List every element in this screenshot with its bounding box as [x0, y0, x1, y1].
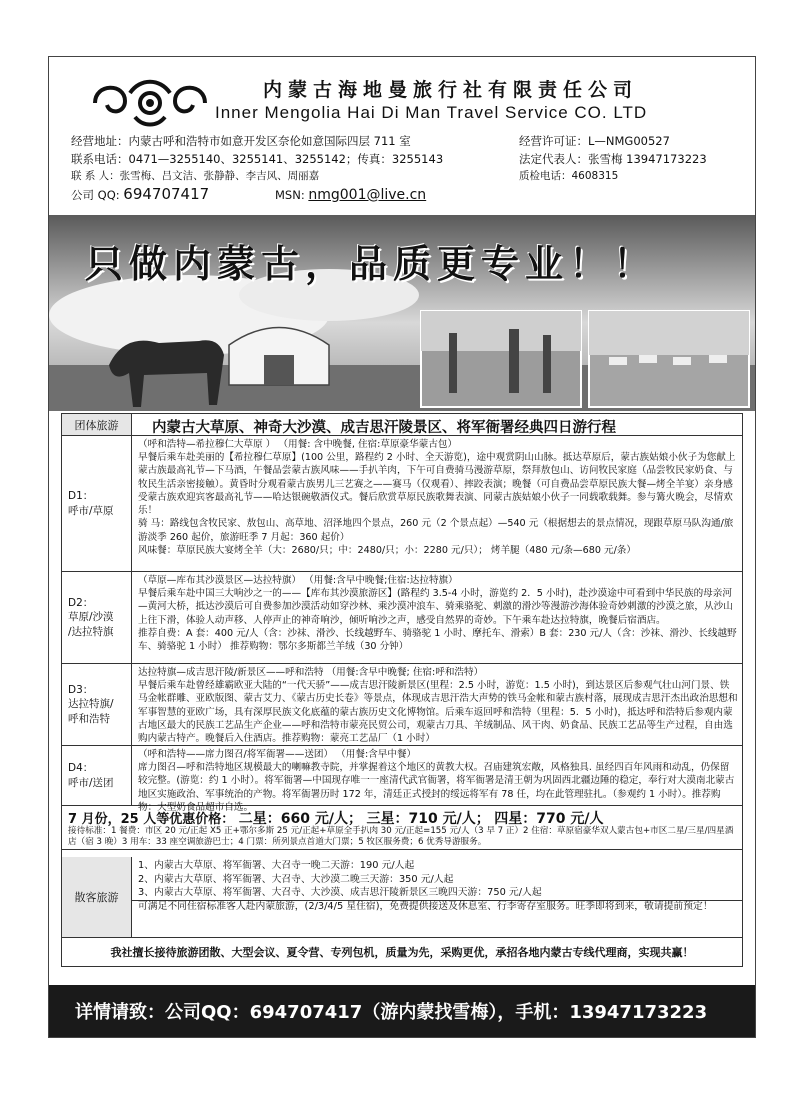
qq-label: 公司 QQ:	[71, 188, 120, 202]
day-row-2	[62, 572, 742, 664]
banner-slogan: 只做内蒙古，品质更专业！！	[85, 241, 658, 286]
day-description	[138, 438, 738, 557]
day-detail: 席力图召—呼和浩特地区规模最大的喇嘛教寺院，并掌握着这个地区的黄教大权。召庙建筑宏敞，风格独具. 虽经四百年风雨和动乱，仍保留较完整。(游览：约 1 小时）。将军衙署—中国现存唯一一座清代武官衙署，将军衙署是清王朝为巩固西北疆边陲的稳定，奉行对大漠南北蒙古地区实施政治、军事统治的产物。将军衙署历时 172 年，清廷正式授封的绥远将军有 78 任，均在此管理驻扎。（参观约 1 小时）。推荐购物：大型奶食品超市自选。	[138, 762, 735, 813]
company-name-cn: 内蒙古海地曼旅行社有限责任公司	[263, 79, 639, 101]
business-license: 经营许可证：L—NMG00527	[519, 134, 670, 148]
day-label: D3： 达拉特旗/ 呼和浩特	[62, 664, 132, 745]
list-item: 1、内蒙古大草原、将军衙署、大召寺一晚二天游：190 元/人起	[138, 860, 415, 871]
group-tour-tag: 团体旅游	[62, 414, 132, 435]
day-label: D4： 呼市/送团	[62, 746, 132, 805]
day-detail: 早餐后乘车赴曾经雄霸欧亚大陆的“一代天骄”——成吉思汗陵新景区(里程：2.5 小时，游览：1.5 小时)，到达景区后参观气壮山河门景、铁马金帐群雕、亚欧版图、蒙古艾力、《蒙古历史长卷》等景点，体现成吉思汗浩大声势的铁马金帐和蒙古族村落，展现成吉思汗杰出政治思想和军事智慧的亚欧广场，具有深厚民族文化底蕴的蒙古族历史文化博物馆。后乘车返回呼和浩特（里程：5．5 小时)，抵达呼和浩特后参观内蒙古地区最大的民族工艺品生产企业——呼和浩特市蒙亮民贸公司，观蒙古刀具、羊绒制品、风干肉、奶食品、民族工艺品等生产过程，自由选购内蒙古特产。晚餐后入住酒店。推荐购物：蒙亮工艺品厂（1 小时）	[138, 680, 738, 745]
list-item: 可满足不同住宿标准客人赴内蒙旅游，(2/3/4/5 星住宿)，免费提供接送及休息室、行李寄存室服务。旺季即将到来，敬请提前预定！	[138, 900, 713, 912]
flyer-sheet	[48, 56, 756, 1038]
reception-standards: 接待标准：1 餐费：市区 20 元/正起 X5 正+鄂尔多斯 25 元/正起+草原全手扒肉 30 元/正起=155 元/人（3 早 7 正）2 住宿：草原宿豪华双人蒙古包+市区二星/三星/四星酒店（宿 3 晚）3 用车：33 座空调旅游巴士；4 门票：所列景点首道大门票；5 牧区服务费；6 优秀导游服务。	[68, 826, 734, 848]
price-row	[62, 806, 742, 850]
scattered-tour-table	[61, 857, 743, 967]
day-optional: 推荐自费：A 套：400 元/人（含：沙袜、滑沙、长线越野车、骑骆驼 1 小时、摩托车、滑索）B 套：230 元/人（含：沙袜、滑沙、长线越野车、骑骆驼 1 小时） 推荐购物：鄂尔多斯都兰羊绒（30 分钟）	[138, 627, 737, 653]
day-description	[138, 666, 738, 745]
business-address: 经营地址：内蒙古呼和浩特市如意开发区奈伦如意国际四层 711 室	[71, 134, 411, 148]
price-month-label: 7 月份，25 人等优惠价格：	[68, 812, 235, 827]
day-route: （呼和浩特—希拉穆仁大草原 ） （用餐: 含中晚餐, 住宿:草原豪华蒙古包）	[138, 439, 458, 450]
scattered-tour-tag: 散客旅游	[62, 857, 132, 937]
legal-representative: 法定代表人：张雪梅 13947173223	[519, 152, 707, 166]
qq-value: 694707417	[123, 185, 210, 203]
contact-persons: 联 系 人：张雪梅、吕文洁、张静静、李吉风、周丽嘉	[71, 170, 320, 182]
day-route: （草原—库布其沙漠景区—达拉特旗） （用餐:含早中晚餐;住宿:达拉特旗）	[138, 575, 458, 586]
company-header	[49, 57, 755, 217]
photo-banner	[49, 215, 755, 411]
contact-footer: 详情请致：公司QQ：694707417（游内蒙找雪梅），手机：13947173223	[49, 985, 755, 1037]
list-item: 3、内蒙古大草原、将军衙署、大召寺、大沙漠、成吉思汗陵新景区三晚四天游：750 元/人起	[138, 887, 542, 899]
day-description	[138, 748, 738, 814]
day-description	[138, 574, 738, 653]
day-row-3	[62, 664, 742, 746]
company-msn	[275, 187, 426, 203]
day-route: （呼和浩特——席力图召/将军衙署——送团） （用餐:含早中餐）	[138, 749, 417, 760]
day-row-4	[62, 746, 742, 813]
day-detail: 早餐后乘车赴美丽的【希拉穆仁草原】(100 公里，路程约 2 小时、全天游览)，途中观赏阴山山脉。抵达草原后，蒙古族姑娘小伙子为您献上蒙古族最高礼节—下马酒，午餐品尝蒙古族风味——手扒羊肉，下午可自费骑马漫游草原，祭拜敖包山、访问牧民家庭（品尝牧民家奶食、与牧民生活亲密接触）。黄昏时分观看蒙古族男儿三艺赛之——赛马（仅观看）、摔跤表演；晚餐（可自费品尝草原民族大餐—烤全羊宴）亲身感受蒙古族欢迎宾客最高礼节——哈达银碗敬酒仪式。餐后欣赏草原民族歌舞表演、同蒙古族姑娘小伙子一同载歌载舞。参与篝火晚会，尽情欢乐！	[138, 452, 736, 517]
list-item: 2、内蒙古大草原、将军衙署、大召寺、大沙漠二晚三天游：350 元/人起	[138, 873, 454, 885]
day-row-1	[62, 436, 742, 572]
price-summary	[68, 808, 603, 828]
price-three-star: 三星：710 元/人；	[366, 811, 490, 827]
msn-link[interactable]: nmg001@live.cn	[308, 187, 427, 203]
day-horse-riding: 骑 马：路线包含牧民家、敖包山、高草地、沼泽地四个景点，260 元（2 个景点起）—540 元（根据想去的景点情况，现跟草原马队沟通/旅游淡季 260 起价，旅游旺季 7 月起：360 起价）	[138, 518, 734, 543]
day-route: 达拉特旗—成吉思汗陵/新景区——呼和浩特 （用餐:含早中晚餐; 住宿:呼和浩特）	[138, 667, 484, 678]
service-slogan: 我社擅长接待旅游团散、大型会议、夏令营、专列包机，质量为先，采购更优，承招各地内蒙古专线代理商，实现共赢！	[62, 937, 742, 965]
company-logo-icon	[85, 73, 215, 131]
day-detail: 早餐后乘车赴中国三大响沙之一的——【库布其沙漠旅游区】(路程约 3.5-4 小时，游览约 2．5 小时)，赴沙漠途中可看到中华民族的母亲河—黄河大桥，抵达沙漠后可自费参加沙漠活动如穿沙林、乘沙漠冲浪车、骑乘骆驼、刺激的滑沙等漫游沙海体验奇妙刺激的沙漠之旅，从沙山上往下滑，体验人动声移、人停声止的神奇响沙，倾听响沙之声，感受自然界的奇妙。下午乘车赴达拉特旗，晚餐后宿酒店。	[138, 588, 733, 626]
day-label: D1： 呼市/草原	[62, 436, 132, 571]
tour-title-row	[62, 414, 742, 436]
company-name-en: Inner Mengolia Hai Di Man Travel Service CO. LTD	[215, 103, 648, 122]
quality-phone: 质检电话：4608315	[519, 170, 619, 182]
price-two-star: 二星：660 元/人；	[238, 811, 362, 827]
scattered-tour-list	[138, 859, 738, 913]
day-special-meal: 风味餐：草原民族大宴烤全羊（大：2680/只；中：2480/只；小：2280 元/只）； 烤羊腿（480 元/条—680 元/条）	[138, 544, 636, 556]
tour-title: 内蒙古大草原、神奇大沙漠、成吉思汗陵景区、将军衙署经典四日游行程	[152, 420, 616, 436]
msn-label: MSN:	[275, 188, 305, 202]
company-qq	[71, 185, 209, 203]
price-four-star: 四星：770 元/人	[494, 811, 604, 827]
day-label: D2： 草原/沙漠 /达拉特旗	[62, 572, 132, 663]
contact-phone: 联系电话：0471—3255140、3255141、3255142；传真：3255143	[71, 152, 444, 166]
group-tour-table	[61, 413, 743, 901]
